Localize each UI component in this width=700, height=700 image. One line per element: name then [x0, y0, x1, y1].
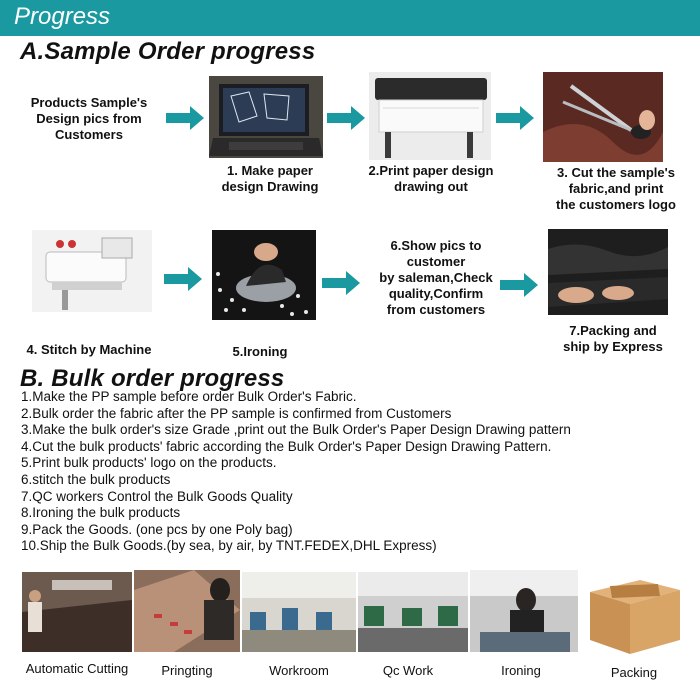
laptop-photo	[209, 76, 323, 158]
arrow-icon	[322, 271, 360, 295]
step-5-label: 5.Ironing	[232, 344, 288, 359]
scissors-photo	[543, 72, 663, 162]
arrow-icon	[166, 106, 204, 130]
list-item: 6.stitch the bulk products	[21, 471, 171, 487]
bulk-steps-list	[21, 389, 571, 555]
sewing-machine-photo	[32, 230, 152, 312]
caption-workroom: Workroom	[269, 663, 329, 678]
list-item: 4.Cut the bulk products' fabric according the Bulk Order's Paper Design Drawing Pattern.	[21, 438, 552, 454]
iron-photo	[212, 230, 316, 320]
arrow-icon	[500, 273, 538, 297]
plotter-photo	[369, 72, 491, 160]
bulk-section-title: B. Bulk order progress	[20, 365, 285, 392]
list-item: 2.Bulk order the fabric after the PP sample is confirmed from Customers	[21, 405, 452, 421]
caption-ironing: Ironing	[501, 663, 541, 678]
sample-section-title: A.Sample Order progress	[20, 38, 316, 65]
ironing-photo	[470, 570, 578, 652]
caption-qc-work: Qc Work	[382, 663, 434, 678]
step-4-label: 4. Stitch by Machine	[26, 342, 152, 357]
arrow-icon	[327, 106, 365, 130]
list-item: 1.Make the PP sample before order Bulk Order's Fabric.	[21, 389, 357, 404]
caption-automatic-cutting: Automatic Cutting	[25, 661, 129, 676]
step-6-label: 6.Show pics to customer by saleman,Check quality,Confirm from customers	[379, 238, 493, 317]
list-item: 3.Make the bulk order's size Grade ,print out the Bulk Order's Paper Design Drawing pattern	[21, 422, 571, 438]
cardboard-box-icon	[582, 566, 686, 658]
arrow-icon	[164, 267, 202, 291]
list-item: 8.Ironing the bulk products	[21, 505, 181, 521]
step-7-label: 7.Packing and ship by Express	[563, 323, 663, 354]
step-2-label: 2.Print paper design drawing out	[368, 163, 494, 194]
step-1-label: 1. Make paper design Drawing	[221, 163, 319, 194]
step-3-label: 3. Cut the sample's fabric,and print the customers logo	[556, 165, 676, 212]
list-item: 9.Pack the Goods. (one pcs by one Poly bag)	[21, 521, 293, 537]
qc-work-photo	[358, 572, 468, 652]
printing-photo	[134, 570, 240, 652]
packing-photo	[548, 229, 668, 315]
workroom-photo	[242, 572, 356, 652]
caption-printing: Pringting	[161, 663, 213, 678]
list-item: 5.Print bulk products' logo on the products.	[21, 455, 277, 471]
caption-packing: Packing	[610, 665, 658, 680]
list-item: 10.Ship the Bulk Goods.(by sea, by air, by TNT.FEDEX,DHL Express)	[21, 538, 437, 554]
arrow-icon	[496, 106, 534, 130]
automatic-cutting-photo	[22, 572, 132, 652]
step-0-label: Products Sample's Design pics from Customers	[30, 95, 148, 142]
header-banner	[0, 0, 700, 36]
banner-title: Progress	[14, 3, 111, 30]
list-item: 7.QC workers Control the Bulk Goods Quality	[21, 488, 293, 504]
